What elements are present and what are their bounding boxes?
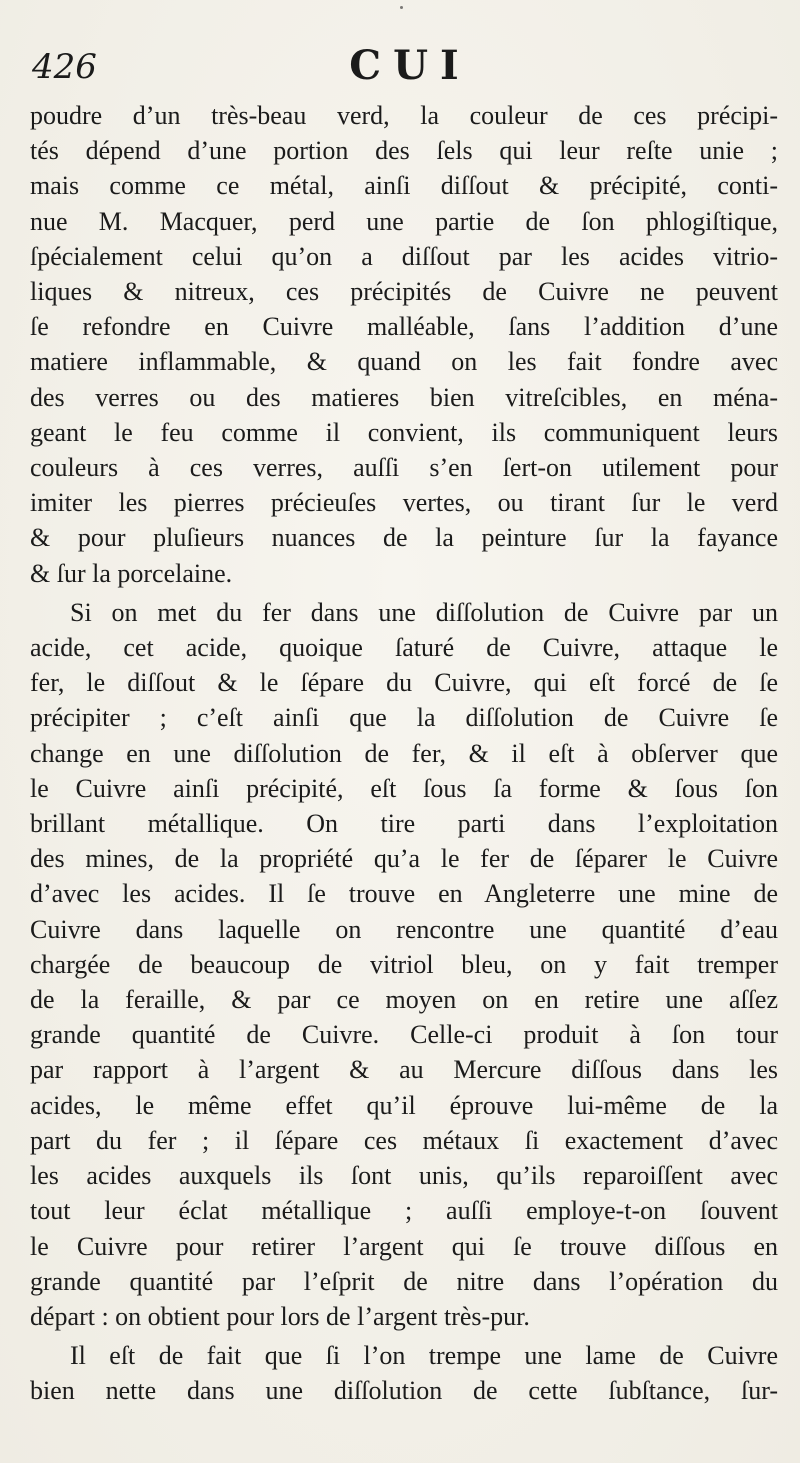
body-text xyxy=(30,98,778,1409)
text-line: grande quantité par l’eſprit de nitre dans l’opération du xyxy=(30,1266,778,1296)
text-line: poudre d’un très-beau verd, la couleur de ces précipi- xyxy=(30,101,778,130)
running-head: CUI xyxy=(349,42,471,89)
text-line: change en une diſſolution de fer, & il eſt à obſerver que xyxy=(30,738,778,768)
text-line: des mines, de la propriété qu’a le fer de ſéparer le Cuivre xyxy=(30,844,778,874)
page-number: 426 xyxy=(32,47,97,87)
text-line: de la feraille, & par ce moyen on en retire une aſſez xyxy=(30,985,778,1015)
paragraph-1 xyxy=(30,98,778,591)
text-line: Cuivre dans laquelle on rencontre une quantité d’eau xyxy=(30,914,778,944)
text-line: nue M. Macquer, perd une partie de ſon phlogiſtique, xyxy=(30,206,778,236)
text-line: & pour pluſieurs nuances de la peinture ſur la fayance xyxy=(30,523,778,553)
text-line: départ : on obtient pour lors de l’argent très-pur. xyxy=(30,1301,530,1331)
text-line: les acides auxquels ils ſont unis, qu’ils reparoiſſent avec xyxy=(30,1161,778,1191)
text-line: acides, le même effet qu’il éprouve lui-même de la xyxy=(30,1090,778,1120)
text-line: couleurs à ces verres, auſſi s’en ſert-on utilement pour xyxy=(30,453,778,483)
text-line: ſe refondre en Cuivre malléable, ſans l’addition d’une xyxy=(30,312,778,342)
text-line: précipiter ; c’eſt ainſi que la diſſolution de Cuivre ſe xyxy=(30,703,778,733)
text-line: le Cuivre pour retirer l’argent qui ſe trouve diſſous en xyxy=(30,1231,778,1261)
paragraph-2 xyxy=(30,595,778,1334)
text-line: acide, cet acide, quoique ſaturé de Cuivre, attaque le xyxy=(30,633,778,663)
text-line: grande quantité de Cuivre. Celle-ci produit à ſon tour xyxy=(30,1020,778,1050)
text-line: ſpécialement celui qu’on a diſſout par les acides vitrio- xyxy=(30,241,778,271)
text-line: des verres ou des matieres bien vitreſcibles, en ména- xyxy=(30,382,778,412)
text-line: par rapport à l’argent & au Mercure diſſous dans les xyxy=(30,1055,778,1085)
text-line: matiere inflammable, & quand on les fait fondre avec xyxy=(30,347,778,377)
text-line: geant le feu comme il convient, ils communiquent leurs xyxy=(30,417,778,447)
text-line: d’avec les acides. Il ſe trouve en Angleterre une mine de xyxy=(30,879,778,909)
text-line: bien nette dans une diſſolution de cette ſubſtance, ſur- xyxy=(30,1376,778,1406)
paragraph-3 xyxy=(30,1338,778,1408)
text-line: Si on met du fer dans une diſſolution de Cuivre par un xyxy=(70,597,778,627)
print-speck xyxy=(400,6,403,9)
text-line: tout leur éclat métallique ; auſſi employe-t-on ſouvent xyxy=(30,1196,778,1226)
text-line: & ſur la porcelaine. xyxy=(30,558,233,588)
text-line: mais comme ce métal, ainſi diſſout & précipité, conti- xyxy=(30,171,778,201)
text-line: imiter les pierres précieuſes vertes, ou tirant ſur le verd xyxy=(30,488,778,518)
page-header xyxy=(30,38,778,98)
text-line: tés dépend d’une portion des ſels qui leur reſte unie ; xyxy=(30,136,778,166)
text-line: brillant métallique. On tire parti dans l’exploitation xyxy=(30,809,778,839)
text-line: chargée de beaucoup de vitriol bleu, on y fait tremper xyxy=(30,949,778,979)
text-line: liques & nitreux, ces précipités de Cuivre ne peuvent xyxy=(30,277,778,307)
text-line: part du fer ; il ſépare ces métaux ſi exactement d’avec xyxy=(30,1125,778,1155)
text-line: Il eſt de fait que ſi l’on trempe une lame de Cuivre xyxy=(70,1341,778,1371)
text-line: fer, le diſſout & le ſépare du Cuivre, qui eſt forcé de ſe xyxy=(30,668,778,698)
text-line: le Cuivre ainſi précipité, eſt ſous ſa forme & ſous ſon xyxy=(30,773,778,803)
